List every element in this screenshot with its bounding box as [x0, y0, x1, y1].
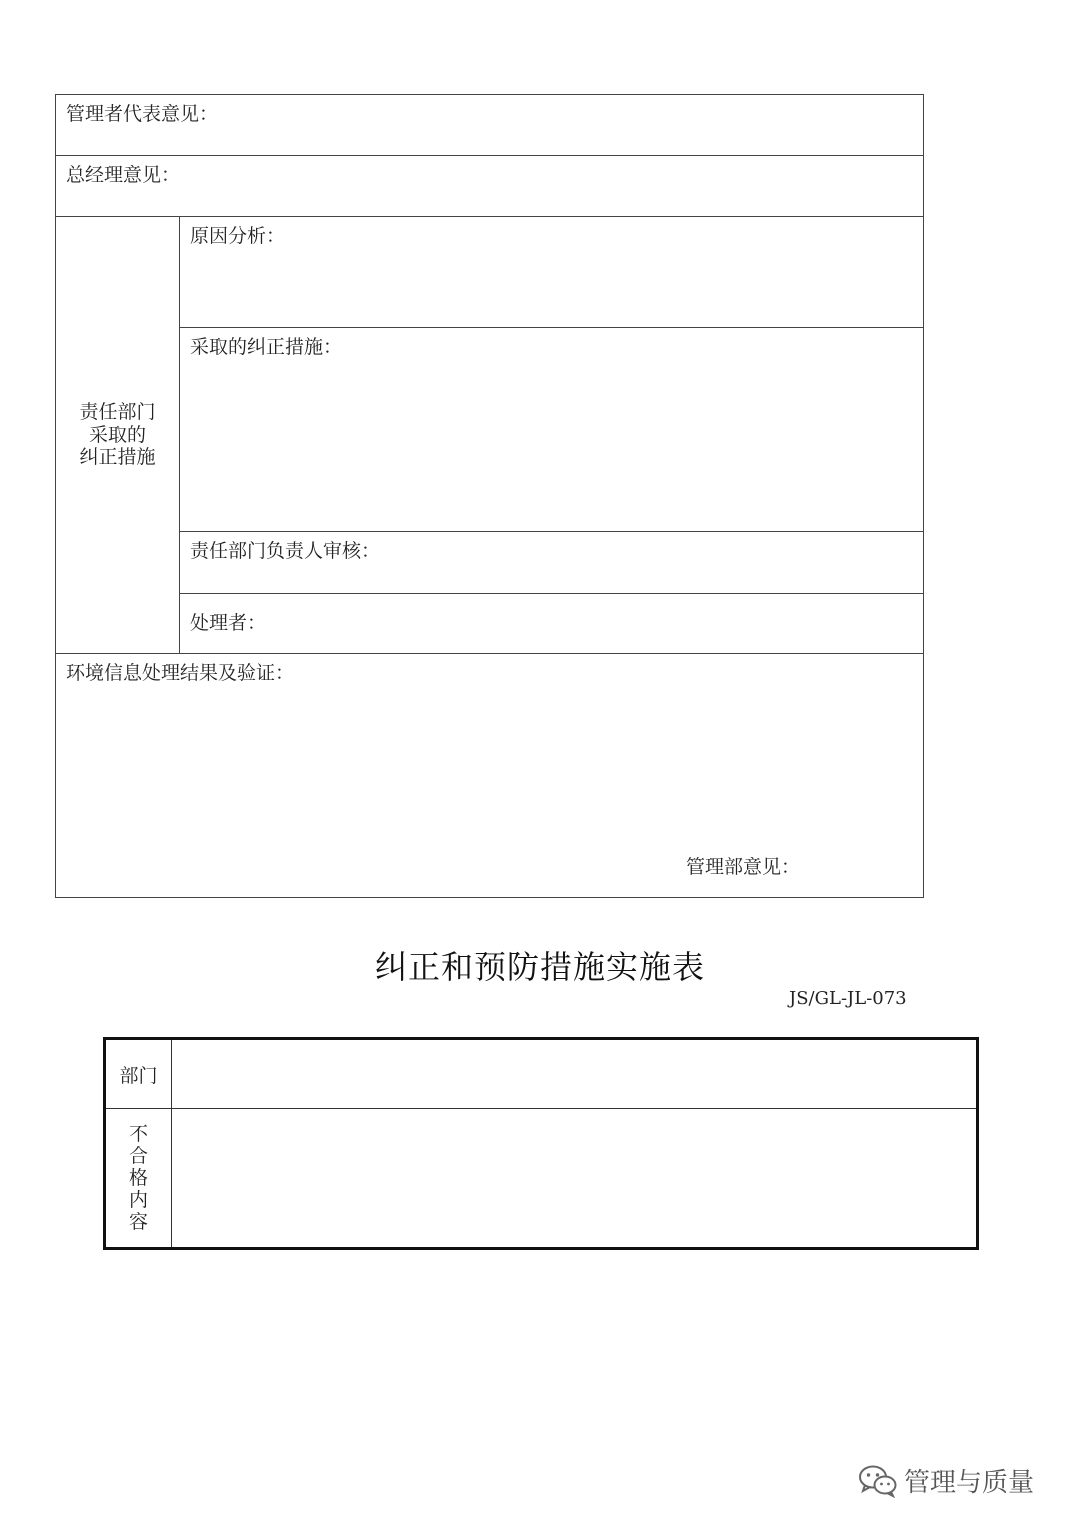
watermark [858, 1462, 1034, 1499]
document-title: 纠正和预防措施实施表 [374, 948, 705, 986]
nonconformity-content-cell[interactable] [172, 1109, 978, 1249]
lower-form-table [103, 1037, 979, 1250]
manager-rep-opinion-label: 管理者代表意见： [66, 103, 219, 125]
general-manager-opinion-cell[interactable] [56, 156, 924, 217]
dept-head-review-cell[interactable] [180, 532, 924, 594]
nonconformity-label-char: 容 [128, 1211, 148, 1233]
nonconformity-label-char: 格 [128, 1167, 148, 1189]
corrective-measures-cell[interactable] [180, 328, 924, 532]
cause-analysis-cell[interactable] [180, 217, 924, 328]
handler-cell[interactable] [180, 594, 924, 654]
dept-label-cell [105, 1039, 172, 1109]
responsible-dept-label-line: 纠正措施 [79, 446, 156, 469]
dept-label: 部门 [119, 1064, 158, 1087]
nonconformity-label-cell [105, 1109, 172, 1249]
cause-analysis-label: 原因分析： [190, 225, 286, 247]
nonconformity-label-char: 合 [128, 1145, 148, 1167]
mgmt-dept-opinion-label: 管理部意见： [686, 856, 801, 879]
wechat-icon [858, 1464, 898, 1498]
nonconformity-label-char: 内 [128, 1189, 148, 1211]
watermark-text: 管理与质量 [904, 1468, 1035, 1498]
dept-value-cell[interactable] [172, 1039, 978, 1109]
env-info-result-label: 环境信息处理结果及验证： [66, 662, 295, 684]
nonconformity-label-char: 不 [128, 1123, 148, 1145]
upper-form-table [55, 94, 924, 898]
responsible-dept-label-line: 责任部门 [79, 400, 156, 423]
responsible-dept-label-cell [56, 217, 180, 654]
dept-head-review-label: 责任部门负责人审核： [190, 540, 381, 562]
handler-label: 处理者： [190, 612, 267, 635]
manager-rep-opinion-cell[interactable] [56, 95, 924, 156]
responsible-dept-label-line: 采取的 [88, 423, 146, 446]
corrective-measures-label: 采取的纠正措施： [190, 336, 343, 358]
document-code: JS/GL-JL-073 [789, 988, 907, 1009]
general-manager-opinion-label: 总经理意见： [66, 164, 181, 186]
env-info-result-cell[interactable] [56, 654, 924, 898]
